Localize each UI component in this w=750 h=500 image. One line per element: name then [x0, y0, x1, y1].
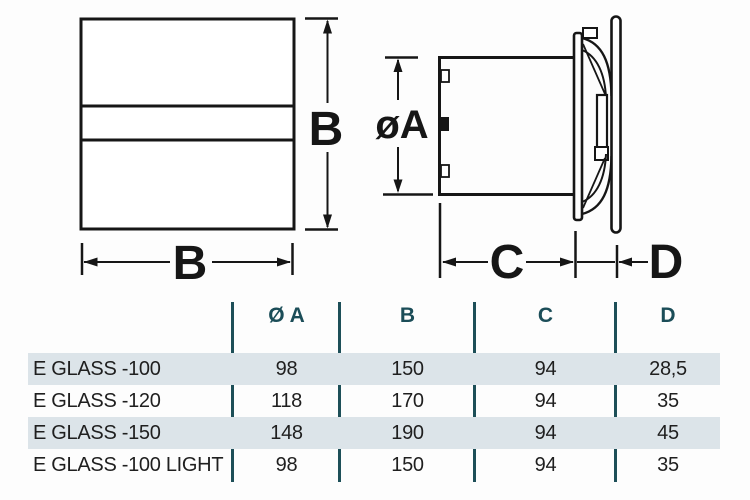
depth-dimension-label: C: [489, 236, 525, 289]
value-b: 150: [391, 454, 424, 476]
front-panel-outline: [81, 19, 294, 229]
duct-clip-top: [441, 70, 449, 82]
arrow-down-icon: [394, 180, 403, 194]
width-dimension-label: B: [172, 237, 208, 290]
arrow-right-icon: [560, 258, 574, 267]
value-d: 35: [657, 454, 679, 476]
arrow-left-icon: [619, 258, 633, 267]
panel-depth-dimension-label: D: [648, 236, 684, 289]
height-dimension-label: B: [308, 103, 344, 156]
model-name: E GLASS -100: [33, 358, 161, 380]
arrow-down-icon: [323, 215, 332, 229]
dimension-depth-C: [440, 203, 576, 289]
value-b: 150: [391, 358, 424, 380]
diameter-dimension-label: øA: [375, 103, 429, 147]
table-row: [28, 449, 720, 481]
dimension-diameter-A: [375, 58, 433, 195]
dimension-height-B: [305, 19, 343, 230]
value-c: 94: [534, 390, 557, 412]
table-row: [28, 385, 720, 417]
value-diameter: 148: [270, 422, 303, 444]
column-header-d: D: [660, 304, 676, 327]
column-header-b: B: [399, 304, 416, 327]
side-view-drawing: [438, 17, 621, 233]
arrow-right-icon: [277, 258, 291, 267]
dimension-panel-depth-D: [577, 236, 683, 289]
fan-body-top-tab: [583, 28, 597, 38]
model-name: E GLASS -150: [33, 422, 161, 444]
table-row: [28, 417, 720, 449]
value-b: 190: [391, 422, 424, 444]
model-name: E GLASS -100 LIGHT: [33, 454, 224, 476]
model-name: E GLASS -120: [33, 390, 161, 412]
value-d: 28,5: [649, 358, 687, 380]
value-c: 94: [534, 422, 557, 444]
value-d: 35: [657, 390, 679, 412]
dimension-width-B: [82, 237, 293, 290]
arrow-left-icon: [84, 258, 98, 267]
arrow-left-icon: [442, 258, 456, 267]
value-b: 170: [391, 390, 424, 412]
mounting-plate: [574, 33, 582, 220]
front-view-drawing: [81, 19, 294, 229]
value-diameter: 98: [275, 454, 298, 476]
column-header-c: C: [537, 304, 554, 327]
duct-clip-bottom: [441, 165, 449, 177]
arrow-up-icon: [394, 59, 403, 73]
value-c: 94: [534, 454, 557, 476]
table-row: [28, 353, 720, 385]
value-d: 45: [657, 422, 679, 444]
value-c: 94: [534, 358, 557, 380]
arrow-up-icon: [323, 20, 332, 34]
value-diameter: 98: [275, 358, 298, 380]
duct-clip-middle: [440, 117, 449, 131]
column-header-diameter: Ø A: [268, 304, 305, 327]
value-diameter: 118: [271, 390, 302, 412]
glass-front-panel: [612, 17, 621, 233]
